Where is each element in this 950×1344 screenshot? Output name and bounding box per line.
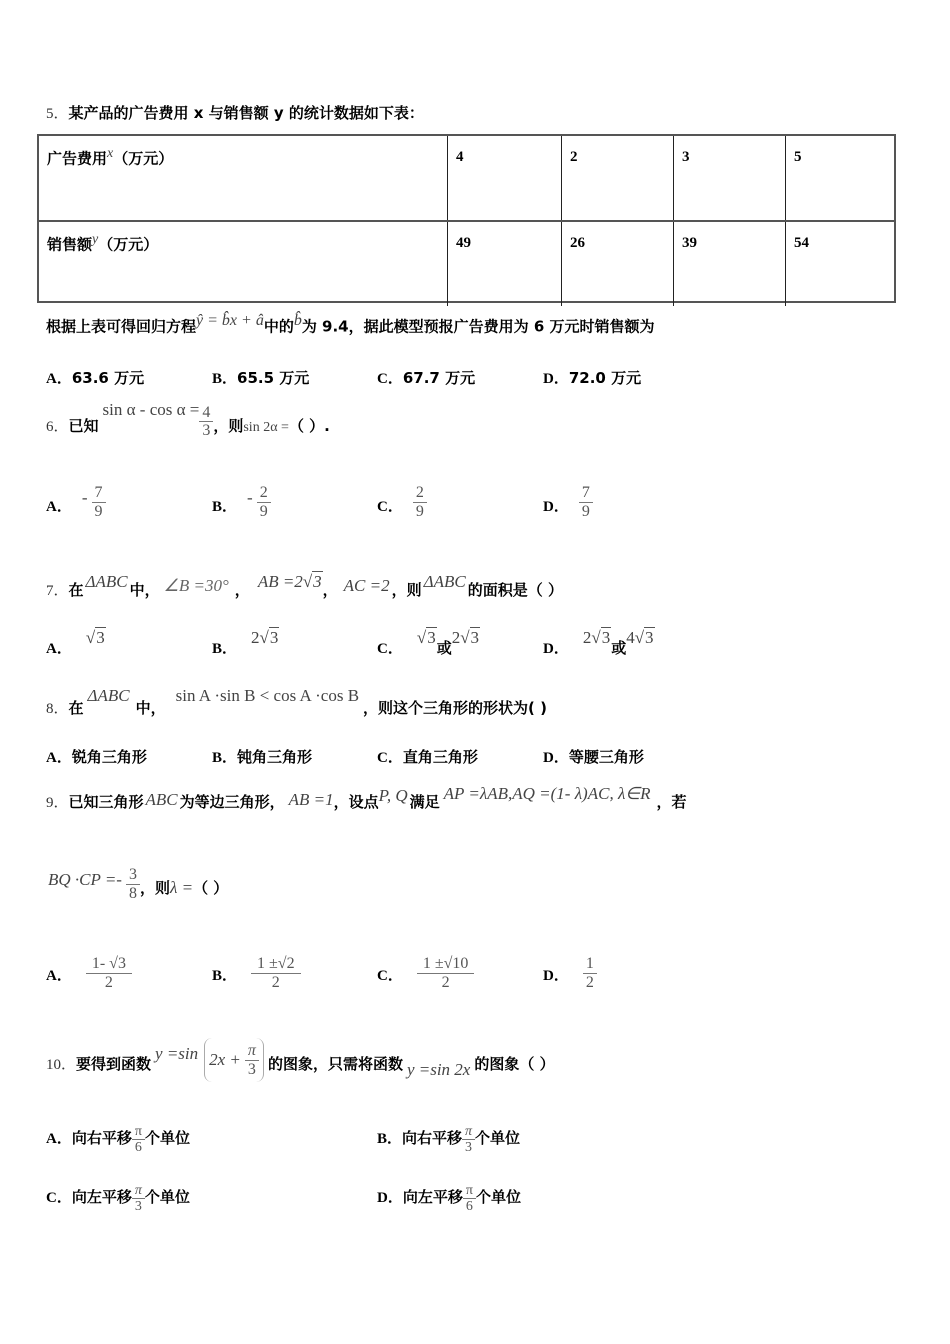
q9-stem-line2 [48, 866, 228, 902]
table-cell [447, 136, 561, 220]
q8-option-d[interactable] [543, 746, 644, 767]
q9-condition: AP =λAB,AQ =(1- λ)AC, λ∈R [443, 784, 651, 803]
option-label: C． [377, 968, 403, 985]
option-value-a: √3 [416, 628, 436, 647]
cell-value: 49 [456, 235, 471, 251]
denominator: 9 [259, 502, 268, 520]
q7-stem [46, 572, 563, 600]
option-label: D． [543, 641, 569, 657]
q8-stem [46, 686, 547, 718]
q6-formula: sin α - cos α = [102, 400, 200, 419]
q10-number: 10． [46, 1057, 77, 1073]
q9-dot-product: BQ ·CP =- [48, 870, 122, 890]
option-fraction [583, 955, 597, 991]
cell-value: 26 [570, 235, 585, 251]
option-value-b: 2√3 [451, 628, 480, 647]
table-row-ad-cost [39, 136, 894, 220]
option-label: C． [377, 371, 403, 387]
numerator: 1- √3 [86, 955, 132, 974]
cell-value: 54 [794, 235, 809, 251]
q8-pre: 在 [68, 699, 84, 717]
q7-triangle-2: ΔABC [423, 572, 466, 591]
q7-t1: 中， [129, 581, 160, 599]
option-label: A． [46, 968, 72, 985]
denominator: 2 [271, 973, 280, 991]
option-label: B． [212, 968, 238, 985]
q6-fraction [199, 404, 213, 440]
q9-t3: 满足 [409, 793, 440, 811]
cell-value: 39 [682, 235, 697, 251]
q6-option-c[interactable] [377, 484, 427, 520]
q7-ab [258, 572, 323, 592]
coef: 2 [251, 628, 260, 647]
q9-fraction [126, 866, 140, 902]
q10-f1-lhs: y =sin [155, 1044, 199, 1063]
q6-number: 6． [46, 419, 69, 435]
q9-option-d[interactable] [543, 955, 597, 991]
cell-value: 5 [794, 149, 802, 165]
option-fraction [92, 484, 106, 520]
q9-number: 9． [46, 795, 69, 811]
q10-stem [46, 1038, 555, 1082]
q10-option-c[interactable] [46, 1183, 190, 1215]
q6-option-b[interactable] [212, 484, 271, 520]
q6-option-d[interactable] [543, 484, 593, 520]
q6-mid: ，则 [213, 417, 244, 435]
option-label: A． [46, 750, 72, 766]
cell-value: 2 [570, 149, 578, 165]
row-unit: （万元） [113, 149, 174, 168]
numerator: π [245, 1042, 259, 1061]
q8-option-a[interactable] [46, 746, 147, 767]
option-sign: - [247, 488, 253, 508]
option-value: √3 [85, 628, 105, 647]
option-label: B． [212, 499, 238, 516]
q7-angle: ∠B =30° [163, 576, 229, 595]
q5-followup [46, 312, 655, 336]
option-text: 等腰三角形 [568, 748, 644, 766]
option-or: 或 [436, 639, 452, 657]
option-pre: 向左平移 [71, 1187, 132, 1206]
numerator: 1 ±√10 [417, 955, 475, 974]
denominator: 3 [465, 1140, 473, 1156]
denominator: 9 [581, 502, 590, 520]
numerator: 3 [126, 866, 140, 885]
coef: 2 [582, 628, 592, 647]
q7-option-d[interactable] [543, 628, 655, 658]
q7-option-a[interactable] [46, 628, 106, 658]
q7-ac: AC =2 [343, 576, 390, 595]
option-fraction [417, 955, 475, 991]
sqrt-icon: √3 [302, 572, 322, 591]
q5-stem-text: 某产品的广告费用 x 与销售额 y 的统计数据如下表： [68, 104, 424, 122]
denominator: 9 [415, 502, 424, 520]
option-label: D． [543, 750, 569, 766]
denominator: 3 [134, 1199, 142, 1215]
q9-t2: ，设点 [333, 793, 379, 811]
option-label: B． [212, 641, 238, 657]
q7-option-b[interactable] [212, 628, 279, 658]
q7-option-c[interactable] [377, 628, 480, 658]
radicand: 3 [645, 628, 654, 647]
coef: 4 [626, 628, 635, 647]
q8-number: 8． [46, 701, 69, 717]
numerator: π [462, 1124, 475, 1140]
denominator: 2 [104, 973, 113, 991]
denominator: 8 [128, 884, 137, 902]
numerator: 2 [413, 484, 427, 503]
q9-post: （ ） [193, 879, 229, 898]
q10-option-b[interactable] [377, 1124, 520, 1156]
option-label: D． [543, 371, 569, 387]
row-unit: （万元） [98, 235, 159, 254]
q7-post: 的面积是（ ） [467, 581, 563, 599]
q5-option-a[interactable] [46, 367, 144, 388]
radicand: 3 [470, 628, 480, 647]
q8-post: ，则这个三角形的形状为( ) [363, 699, 547, 717]
q7-sep1: ， [234, 581, 250, 599]
q7-sep2: ， [322, 581, 338, 599]
q10-f1-paren [204, 1038, 264, 1082]
ab-lhs: AB =2 [257, 572, 303, 591]
option-fraction [413, 484, 427, 520]
option-label: A． [46, 641, 72, 657]
denominator: 6 [134, 1140, 142, 1156]
table-header-cell [39, 136, 447, 220]
q5-coef: b̂ [293, 312, 302, 329]
option-post: 个单位 [144, 1128, 190, 1147]
q8-triangle: ΔABC [87, 686, 130, 705]
option-text: 直角三角形 [402, 748, 478, 766]
option-fraction [132, 1124, 145, 1156]
option-fraction [463, 1183, 476, 1215]
option-post: 个单位 [475, 1187, 521, 1206]
radicand: 3 [601, 628, 611, 647]
option-fraction [86, 955, 132, 991]
option-label: C． [377, 641, 403, 657]
numerator: 7 [92, 484, 106, 503]
q7-triangle: ΔABC [85, 572, 128, 591]
numerator: π [132, 1124, 145, 1140]
coef: 2 [451, 628, 461, 647]
table-cell [561, 222, 673, 306]
q6-pre: 已知 [68, 417, 99, 435]
q8-formula: sin A ·sin B < cos A ·cos B [175, 686, 360, 705]
q10-f2: y =sin 2x [406, 1060, 471, 1079]
q5-option-c[interactable] [377, 367, 475, 388]
option-value-a: 2√3 [582, 628, 611, 647]
denominator: 2 [441, 973, 450, 991]
option-fraction [257, 484, 271, 520]
denominator: 2 [585, 973, 594, 991]
q10-mid: 的图象，只需将函数 [267, 1055, 403, 1073]
table-header-cell [39, 222, 447, 306]
q5-data-table [37, 134, 896, 303]
option-text: 63.6 万元 [71, 369, 145, 387]
q9-ab: AB =1 [288, 790, 334, 809]
q10-f1-fraction [245, 1042, 259, 1078]
option-label: C． [46, 1189, 72, 1206]
option-label: C． [377, 499, 403, 516]
table-cell [673, 136, 785, 220]
option-label: D． [377, 1189, 403, 1206]
q6-post: （ ）. [288, 417, 330, 435]
option-text: 锐角三角形 [71, 748, 147, 766]
radicand: 3 [96, 628, 105, 647]
denominator: 9 [94, 502, 103, 520]
q5-followup-mid: 中的 [263, 317, 294, 336]
option-fraction [579, 484, 593, 520]
option-sign: - [81, 488, 88, 508]
q9-option-c[interactable] [377, 955, 474, 991]
option-label: C． [377, 750, 403, 766]
table-cell [785, 222, 895, 306]
q7-pre: 在 [68, 581, 84, 599]
q6-stem [46, 400, 330, 440]
q5-followup-pre: 根据上表可得回归方程 [46, 317, 197, 336]
q5-followup-post: 为 9.4，据此模型预报广告费用为 6 万元时销售额为 [301, 317, 655, 336]
option-label: A． [46, 499, 72, 516]
option-or: 或 [611, 639, 627, 657]
q9-option-a[interactable] [46, 955, 132, 991]
numerator: 1 ±√2 [251, 955, 301, 974]
q9-option-b[interactable] [212, 955, 301, 991]
q7-number: 7． [46, 583, 69, 599]
option-value: 2√3 [251, 628, 279, 647]
row-variable: x [107, 146, 114, 161]
numerator: 2 [257, 484, 271, 503]
option-fraction [251, 955, 301, 991]
q10-f1-inner: 2x + [209, 1050, 241, 1069]
option-fraction [462, 1124, 475, 1156]
q9-abc: ABC [145, 790, 178, 809]
q9-lambda: λ = [169, 878, 194, 898]
row-variable: y [92, 232, 99, 247]
q9-stem [46, 784, 687, 812]
table-cell [561, 136, 673, 220]
option-label: A． [46, 1130, 72, 1147]
option-pre: 向左平移 [402, 1187, 463, 1206]
row-label: 销售额 [47, 235, 93, 254]
q10-post: 的图象（ ） [474, 1055, 555, 1073]
denominator: 3 [247, 1060, 256, 1078]
denominator: 6 [465, 1199, 473, 1215]
q10-option-a[interactable] [46, 1124, 190, 1156]
q6-option-a[interactable] [46, 484, 106, 520]
q9-t1: 为等边三角形， [179, 793, 285, 811]
option-label: D． [543, 968, 569, 985]
option-value-b: 4√3 [626, 628, 654, 647]
option-label: B． [212, 750, 238, 766]
option-text: 72.0 万元 [568, 369, 642, 387]
q10-option-d[interactable] [377, 1183, 521, 1215]
q9-pre: 已知三角形 [68, 793, 144, 811]
option-post: 个单位 [144, 1187, 190, 1206]
option-post: 个单位 [475, 1128, 521, 1147]
option-label: D． [543, 499, 569, 516]
q7-t2: ，则 [391, 581, 422, 599]
q10-pre: 要得到函数 [76, 1055, 152, 1073]
cell-value: 3 [682, 149, 690, 165]
option-pre: 向右平移 [71, 1128, 132, 1147]
denominator: 3 [202, 422, 211, 440]
numerator: 1 [583, 955, 597, 974]
numerator: π [463, 1183, 476, 1199]
option-text: 65.5 万元 [237, 369, 310, 387]
q8-t1: 中， [135, 699, 166, 717]
q5-stem [46, 102, 424, 123]
radicand: 3 [313, 572, 322, 591]
table-cell [673, 222, 785, 306]
table-cell [447, 222, 561, 306]
q5-regression-formula: ŷ = b̂x + â [196, 312, 264, 329]
radicand: 3 [427, 628, 436, 647]
option-text: 钝角三角形 [237, 748, 313, 766]
numerator: π [132, 1183, 145, 1199]
table-row-sales [39, 220, 894, 306]
numerator: 7 [579, 484, 593, 503]
q9-pq: P, Q [378, 786, 408, 805]
option-label: B． [377, 1130, 403, 1147]
option-text: 67.7 万元 [402, 369, 476, 387]
radicand: 3 [269, 628, 279, 647]
q9-t4: ，若 [656, 793, 687, 811]
q9-t5: ，则 [139, 879, 170, 898]
q5-option-b[interactable] [212, 367, 309, 388]
q5-number: 5． [46, 106, 69, 122]
option-pre: 向右平移 [402, 1128, 463, 1147]
cell-value: 4 [456, 149, 464, 165]
numerator: 4 [199, 404, 213, 423]
option-label: A． [46, 371, 72, 387]
option-label: B． [212, 371, 238, 387]
option-fraction [132, 1183, 145, 1215]
q6-target: sin 2α = [243, 420, 289, 435]
row-label: 广告费用 [47, 149, 108, 168]
q5-option-d[interactable] [543, 367, 641, 388]
table-cell [785, 136, 895, 220]
q8-option-c[interactable] [377, 746, 478, 767]
q8-option-b[interactable] [212, 746, 312, 767]
